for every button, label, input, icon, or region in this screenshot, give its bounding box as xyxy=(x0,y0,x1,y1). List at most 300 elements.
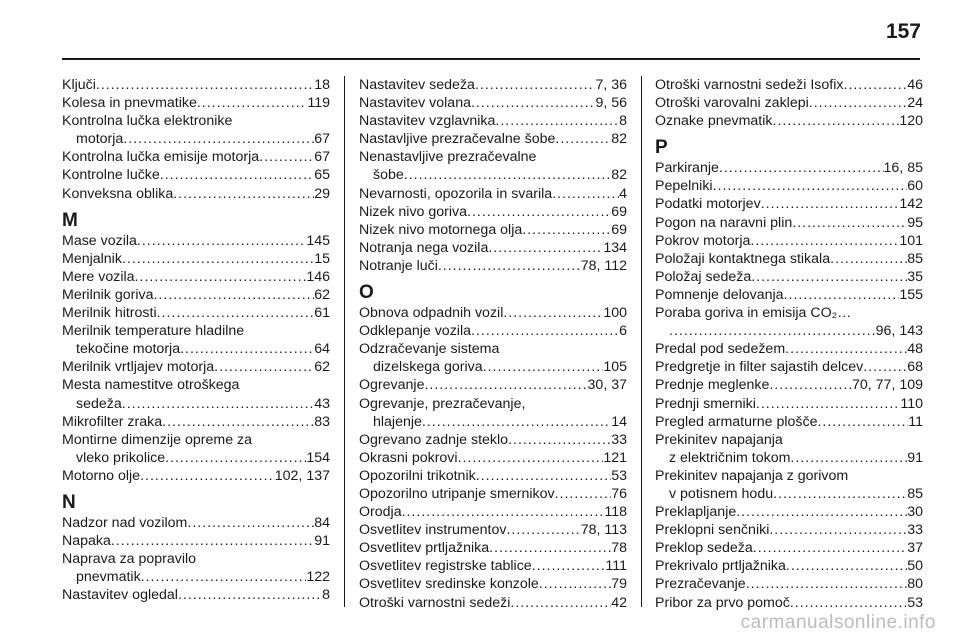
index-entry-heading: Nenastavljive prezračevalne xyxy=(359,149,537,166)
index-entry xyxy=(655,286,923,304)
index-term: Otroški varnostni sedeži xyxy=(359,594,511,611)
page-reference: 78, 112 xyxy=(580,257,627,274)
dot-leader xyxy=(790,594,907,612)
index-term: Ogrevanje xyxy=(359,377,425,394)
index-term: z električnim tokom xyxy=(669,449,791,466)
index-entry xyxy=(62,322,330,358)
column-divider xyxy=(344,76,345,607)
page-reference: 62 xyxy=(314,359,330,376)
dot-leader xyxy=(736,503,907,521)
index-term: Notranje luči xyxy=(359,257,438,274)
section-letter: O xyxy=(359,282,374,304)
index-entry-line xyxy=(655,575,923,593)
index-term: Otroški varovalni zaklepi xyxy=(655,95,809,112)
index-term: Pribor za prvo pomoč xyxy=(655,594,790,611)
index-entry xyxy=(62,286,330,304)
index-term: v potisnem hodu xyxy=(669,485,774,502)
index-entry xyxy=(62,358,330,376)
index-entry xyxy=(655,376,923,394)
index-entry-line xyxy=(655,159,923,177)
page-reference: 102, 137 xyxy=(274,467,330,484)
dot-leader xyxy=(137,232,306,250)
watermark: carmanualsonline.info xyxy=(740,612,936,633)
page-reference: 43 xyxy=(314,395,330,412)
dot-leader xyxy=(863,358,907,376)
index-entry xyxy=(62,467,330,485)
page-reference: 42 xyxy=(611,594,627,611)
index-entry xyxy=(62,413,330,431)
dot-leader xyxy=(773,112,900,130)
index-entry xyxy=(359,395,627,431)
page-reference: 48 xyxy=(907,341,923,358)
index-term: Menjalnik xyxy=(62,250,122,267)
index-entry-line xyxy=(359,112,627,130)
index-entry-line xyxy=(62,358,330,376)
page-reference: 62 xyxy=(314,286,330,303)
index-entry-line xyxy=(655,286,923,304)
index-entry-line xyxy=(62,449,330,467)
index-entry-line xyxy=(62,467,330,485)
index-entry xyxy=(655,340,923,358)
index-entry-line xyxy=(655,594,923,612)
page-reference: 154 xyxy=(306,449,330,466)
index-entry-line xyxy=(655,503,923,521)
index-entry xyxy=(359,304,627,322)
index-entry xyxy=(655,112,923,130)
dot-leader xyxy=(817,413,908,431)
index-term: Osvetlitev registrske tablice xyxy=(359,558,532,575)
index-entry-line xyxy=(62,76,330,94)
index-entry xyxy=(62,431,330,467)
index-entry xyxy=(655,395,923,413)
index-term: Nastavitev volana xyxy=(359,95,471,112)
dot-leader xyxy=(475,76,596,94)
index-term: Preklapljanje xyxy=(655,504,737,521)
dot-leader xyxy=(769,376,852,394)
index-term: tekočine motorja xyxy=(76,341,181,358)
page-reference: 9, 56 xyxy=(595,95,627,112)
index-entry xyxy=(359,322,627,340)
index-entry-line xyxy=(62,586,330,604)
index-term: Nastavitev ogledal xyxy=(62,587,178,604)
index-term: Prekrivalo prtljažnika xyxy=(655,558,786,575)
dot-leader xyxy=(197,94,308,112)
index-entry-line xyxy=(359,449,627,467)
page-reference: 119 xyxy=(307,95,330,112)
dot-leader xyxy=(458,449,604,467)
page-reference: 101 xyxy=(899,232,923,249)
page-reference: 35 xyxy=(907,268,923,285)
page-reference: 142 xyxy=(899,196,923,213)
index-entry xyxy=(359,521,627,539)
index-entry-heading: Montirne dimenzije opreme za xyxy=(62,431,253,448)
page-reference: 8 xyxy=(619,113,627,130)
dot-leader xyxy=(141,568,307,586)
index-entry xyxy=(655,358,923,376)
index-term: sedeža xyxy=(76,395,122,412)
index-term: Nadzor nad vozilom xyxy=(62,514,188,531)
index-entry xyxy=(359,203,627,221)
page-reference: 83 xyxy=(314,413,330,430)
index-entry xyxy=(359,449,627,467)
index-entry xyxy=(655,539,923,557)
index-entry xyxy=(359,340,627,376)
dot-leader xyxy=(552,185,619,203)
dot-leader xyxy=(122,395,314,413)
dot-leader xyxy=(157,304,315,322)
index-entry xyxy=(359,239,627,257)
dot-leader xyxy=(424,376,587,394)
index-entry xyxy=(359,467,627,485)
page-reference: 105 xyxy=(603,359,627,376)
page-reference: 95 xyxy=(907,214,923,231)
index-entry-line xyxy=(359,358,627,376)
column-divider xyxy=(641,76,642,607)
index-entry-line xyxy=(359,521,627,539)
dot-leader xyxy=(784,286,900,304)
index-entry xyxy=(655,177,923,195)
dot-leader xyxy=(123,130,314,148)
index-entry-line xyxy=(655,177,923,195)
section-letter: N xyxy=(62,491,76,513)
index-entry xyxy=(62,514,330,532)
page-reference: 64 xyxy=(314,341,330,358)
dot-leader xyxy=(422,413,611,431)
index-term: Motorno olje xyxy=(62,467,141,484)
index-term: motorja xyxy=(76,131,124,148)
index-entry-line xyxy=(62,166,330,184)
page-reference: 100 xyxy=(603,305,627,322)
index-entry-heading: Ogrevanje, prezračevanje, xyxy=(359,395,526,412)
index-entry xyxy=(655,431,923,467)
index-entry xyxy=(359,94,627,112)
index-entry-line xyxy=(655,322,923,340)
dot-leader xyxy=(483,358,604,376)
dot-leader xyxy=(503,304,603,322)
index-entry xyxy=(359,130,627,148)
index-column-1 xyxy=(62,76,330,604)
index-term: Nizek nivo goriva xyxy=(359,203,468,220)
index-entry xyxy=(62,304,330,322)
page-reference: 85 xyxy=(907,485,923,502)
dot-leader xyxy=(761,195,900,213)
page-reference: 11 xyxy=(908,413,923,430)
index-entry-line xyxy=(359,185,627,203)
page-reference: 121 xyxy=(603,449,627,466)
page-reference: 4 xyxy=(619,185,627,202)
index-entry xyxy=(62,185,330,203)
index-entry-line xyxy=(655,358,923,376)
page-reference: 15 xyxy=(314,250,330,267)
dot-leader xyxy=(555,485,612,503)
index-entry xyxy=(62,532,330,550)
index-entry-heading: Prekinitev napajanja z gorivom xyxy=(655,467,849,484)
index-entry-heading: Merilnik temperature hladilne xyxy=(62,323,245,340)
index-entry-line xyxy=(359,130,627,148)
index-entry-line xyxy=(62,130,330,148)
page-reference: 111 xyxy=(605,558,627,575)
dot-leader xyxy=(160,166,314,184)
page-reference: 134 xyxy=(603,239,627,256)
index-term: Pokrov motorja xyxy=(655,232,751,249)
page-reference: 110 xyxy=(900,395,923,412)
dot-leader xyxy=(111,532,314,550)
index-entry xyxy=(655,557,923,575)
page-reference: 46 xyxy=(907,77,923,93)
dot-leader xyxy=(756,395,900,413)
dot-leader xyxy=(153,286,314,304)
index-entry-line xyxy=(655,76,923,94)
dot-leader xyxy=(140,467,275,485)
index-term: Pogon na naravni plin xyxy=(655,214,793,231)
index-term: pnevmatik xyxy=(76,569,141,586)
index-entry-line xyxy=(655,195,923,213)
index-term: Kolesa in pnevmatike xyxy=(62,95,197,112)
index-entry-line xyxy=(62,148,330,166)
index-entry xyxy=(62,268,330,286)
index-entry-heading: Prekinitev napajanja xyxy=(655,431,783,448)
index-entry-heading: Poraba goriva in emisija CO₂… xyxy=(655,305,852,322)
index-entry-line xyxy=(359,376,627,394)
dot-leader xyxy=(719,159,884,177)
index-entry xyxy=(359,575,627,593)
dot-leader xyxy=(843,76,907,94)
index-entry-line xyxy=(62,413,330,431)
index-entry xyxy=(62,112,330,148)
page-reference: 33 xyxy=(611,431,627,448)
dot-leader xyxy=(187,514,314,532)
index-term: Prednji smerniki xyxy=(655,395,756,412)
index-term: Položaji kontaktnega stikala xyxy=(655,250,831,267)
index-entry xyxy=(655,195,923,213)
index-term: Pregled armaturne plošče xyxy=(655,413,818,430)
dot-leader xyxy=(510,594,611,612)
index-term: Predgretje in filter sajastih delcev xyxy=(655,359,864,376)
index-entry-line xyxy=(655,112,923,130)
index-term: Osvetlitev sredinske konzole xyxy=(359,576,539,593)
section-letter: P xyxy=(655,137,668,159)
index-term: Položaj sedeža xyxy=(655,268,752,285)
index-entry-line xyxy=(62,232,330,250)
index-entry-line xyxy=(655,413,923,431)
index-term: Otroški varnostni sedeži Isofix xyxy=(655,77,844,93)
index-term: Nevarnosti, opozorila in svarila xyxy=(359,185,553,202)
dot-leader xyxy=(785,340,907,358)
index-entry-line xyxy=(655,449,923,467)
index-entry xyxy=(359,221,627,239)
page-reference: 91 xyxy=(907,449,923,466)
index-entry xyxy=(62,550,330,586)
dot-leader xyxy=(404,166,611,184)
index-term: Prezračevanje xyxy=(655,576,746,593)
index-entry xyxy=(655,413,923,431)
index-entry xyxy=(655,575,923,593)
index-entry xyxy=(359,148,627,184)
index-entry-line xyxy=(62,340,330,358)
dot-leader xyxy=(750,232,899,250)
index-entry-line xyxy=(359,467,627,485)
dot-leader xyxy=(495,112,619,130)
index-entry-line xyxy=(655,232,923,250)
index-entry xyxy=(359,503,627,521)
index-term: Preklopni senčniki xyxy=(655,522,770,539)
index-entry-line xyxy=(359,322,627,340)
dot-leader xyxy=(522,221,611,239)
index-term: Napaka xyxy=(62,533,111,550)
index-entry-line xyxy=(62,395,330,413)
header-rule xyxy=(62,58,920,60)
index-entry-line xyxy=(359,203,627,221)
index-entry xyxy=(655,521,923,539)
index-term: Pomnenje delovanja xyxy=(655,286,784,303)
index-entry xyxy=(359,185,627,203)
page-reference: 60 xyxy=(907,178,923,195)
dot-leader xyxy=(792,214,907,232)
index-entry-line xyxy=(655,250,923,268)
dot-leader xyxy=(488,239,603,257)
page-reference: 120 xyxy=(899,113,923,130)
page-reference: 37 xyxy=(907,540,923,557)
page-reference: 16, 85 xyxy=(883,160,923,177)
dot-leader xyxy=(508,431,611,449)
index-term: vleko prikolice xyxy=(76,449,166,466)
dot-leader xyxy=(402,503,605,521)
index-term: Predal pod sedežem xyxy=(655,341,786,358)
index-term: Pepelniki xyxy=(655,178,713,195)
index-entry-line xyxy=(359,575,627,593)
page-reference: 6 xyxy=(619,323,627,340)
index-term: hlajenje xyxy=(373,413,422,430)
dot-leader xyxy=(122,250,314,268)
index-entry xyxy=(359,431,627,449)
index-term: Mase vozila xyxy=(62,232,137,249)
page-reference: 30 xyxy=(907,504,923,521)
index-entry xyxy=(655,594,923,612)
dot-leader xyxy=(506,521,580,539)
dot-leader xyxy=(471,94,595,112)
index-entry-heading: Odzračevanje sistema xyxy=(359,341,500,358)
index-term: šobe xyxy=(373,167,404,184)
index-entry xyxy=(62,586,330,604)
index-entry-line xyxy=(655,340,923,358)
index-entry-line xyxy=(62,268,330,286)
index-entry-heading: Naprava za popravilo xyxy=(62,551,197,568)
index-entry-line xyxy=(655,521,923,539)
section-letter: M xyxy=(62,209,78,231)
page-reference: 67 xyxy=(314,149,330,166)
index-term: Merilnik goriva xyxy=(62,286,154,303)
page-reference: 69 xyxy=(611,203,627,220)
dot-leader xyxy=(790,449,907,467)
index-entry xyxy=(655,467,923,503)
index-term: Merilnik hitrosti xyxy=(62,305,157,322)
index-term: Preklop sedeža xyxy=(655,540,753,557)
index-term: Nizek nivo motornega olja xyxy=(359,221,523,238)
index-entry xyxy=(359,539,627,557)
index-entry-line xyxy=(359,594,627,612)
dot-leader xyxy=(173,185,314,203)
index-entry-line xyxy=(655,268,923,286)
index-term: Oznake pnevmatik xyxy=(655,113,773,130)
index-term: Opozorilni trikotnik xyxy=(359,467,476,484)
dot-leader xyxy=(467,203,611,221)
dot-leader xyxy=(830,250,907,268)
index-term: Prednje meglenke xyxy=(655,377,770,394)
index-entry-line xyxy=(62,94,330,112)
index-entry xyxy=(655,304,923,340)
index-term: Ključi xyxy=(62,77,96,93)
index-entry-line xyxy=(359,257,627,275)
index-entry xyxy=(359,376,627,394)
index-entry-line xyxy=(655,557,923,575)
dot-leader xyxy=(489,539,611,557)
index-entry xyxy=(62,376,330,412)
index-entry xyxy=(655,503,923,521)
page-reference: 82 xyxy=(611,167,627,184)
index-entry xyxy=(655,94,923,112)
index-entry-line xyxy=(359,503,627,521)
index-entry-line xyxy=(655,395,923,413)
page-reference: 146 xyxy=(306,268,330,285)
index-entry xyxy=(62,76,330,94)
index-column-2 xyxy=(359,76,627,612)
page-reference: 61 xyxy=(314,305,330,322)
page-reference: 84 xyxy=(314,514,330,531)
page-reference: 14 xyxy=(611,413,627,430)
dot-leader xyxy=(96,76,314,94)
index-entry-line xyxy=(359,485,627,503)
index-term: Nastavitev sedeža xyxy=(359,77,475,93)
index-entry-line xyxy=(359,239,627,257)
dot-leader xyxy=(555,130,611,148)
page-reference: 85 xyxy=(907,250,923,267)
index-term: Merilnik vrtljajev motorja xyxy=(62,359,215,376)
index-entry-line xyxy=(62,250,330,268)
index-term: Konveksna oblika xyxy=(62,185,174,202)
index-entry-heading: Kontrolna lučka elektronike xyxy=(62,113,233,130)
dot-leader xyxy=(214,358,314,376)
index-entry xyxy=(62,250,330,268)
index-column-3 xyxy=(655,76,923,612)
index-entry-line xyxy=(655,376,923,394)
page-reference: 79 xyxy=(611,576,627,593)
index-term: Nastavljive prezračevalne šobe xyxy=(359,131,556,148)
index-term: Podatki motorjev xyxy=(655,196,761,213)
index-entry xyxy=(655,214,923,232)
index-entry xyxy=(62,232,330,250)
page-reference: 91 xyxy=(314,533,330,550)
index-entry-line xyxy=(359,221,627,239)
index-entry-line xyxy=(359,431,627,449)
index-entry-line xyxy=(359,76,627,94)
page-reference: 30, 37 xyxy=(587,377,627,394)
page-reference: 65 xyxy=(314,167,330,184)
dot-leader xyxy=(259,148,314,166)
index-term: Odklepanje vozila xyxy=(359,323,471,340)
index-term: Kontrolne lučke xyxy=(62,167,160,184)
dot-leader xyxy=(809,94,907,112)
page-number: 157 xyxy=(885,20,921,43)
index-entry-line xyxy=(359,557,627,575)
index-entry xyxy=(655,159,923,177)
index-term: Okrasni pokrovi xyxy=(359,449,458,466)
page-reference: 53 xyxy=(907,594,923,611)
page-reference: 33 xyxy=(907,522,923,539)
index-entry-line xyxy=(62,185,330,203)
index-term: Osvetlitev instrumentov xyxy=(359,522,507,539)
index-term: Orodja xyxy=(359,504,402,521)
page-reference: 145 xyxy=(306,232,330,249)
